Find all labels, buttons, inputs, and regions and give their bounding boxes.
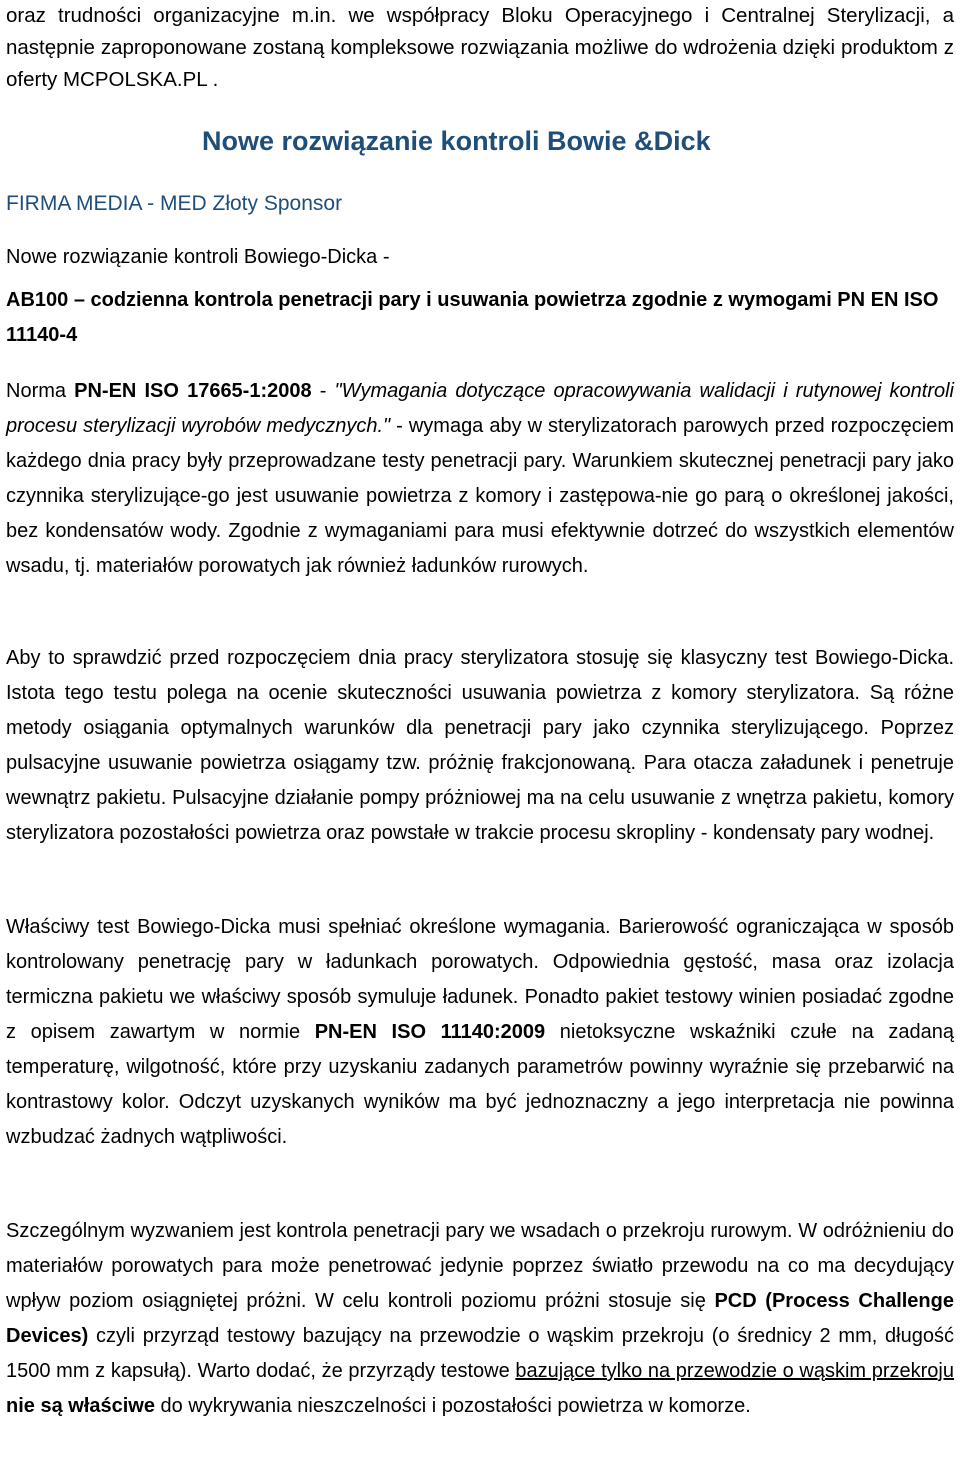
norma-prefix: Norma: [6, 380, 75, 402]
bowie-dick-paragraph: Aby to sprawdzić przed rozpoczęciem dnia pracy sterylizatora stosuję się klasyczny test Bowiego-Dicka. Istota tego testu polega na ocenie skuteczności usuwania powietrza z komory sterylizatora. Są różne metody osiągania optymalnych warunków dla penetracji pary jako czynnika sterylizującego. Poprzez pulsacyjne usuwanie powietrza osiągamy tzw. próżnię frakcjonowaną. Para otacza załadunek i penetruje wewnątrz pakietu. Pulsacyjne działanie pompy próżniowej ma na celu usuwanie z wnętrza pakietu, komory sterylizatora pozostałości powietrza oraz powstałe w trakcie procesu skropliny - kondensaty pary wodnej.: [6, 647, 954, 844]
pcd-term: PCD (Process Challenge Devices): [6, 1290, 954, 1347]
requirements-code: PN-EN ISO 11140:2009: [314, 1021, 546, 1043]
requirements-before: Właściwy test Bowiego-Dicka musi spełniać określone wymagania. Barierowość ograniczająca w sposób kontrolowany penetrację pary w ładunkach porowatych. Odpowiednia gęstość, masa oraz izolacja termiczna pakietu we właściwy sposób symuluje ładunek. Ponadto pakiet testowy winien posiadać zgodne z opisem zawartym w normie: [6, 916, 954, 1043]
section-subtitle: Nowe rozwiązanie kontroli Bowiego-Dicka -: [6, 246, 390, 268]
requirements-after: nietoksyczne wskaźniki czułe na zadaną temperaturę, wilgotność, które przy uzyskaniu zadanych parametrów powinny wyraźnie się przebarwić na kontrastowy kolor. Odczyt uzyskanych wyników ma być jednoznaczny a jego interpretacja nie powinna wzbudzać żadnych wątpliwości.: [6, 1021, 955, 1148]
norma-paragraph: [6, 374, 954, 584]
norma-rest: - wymaga aby w sterylizatorach parowych przed rozpoczęciem każdego dnia pracy były przeprowadzane testy penetracji pary. Warunkiem skutecznej penetracji pary jako czynnika sterylizujące-go jest usuwanie powietrza z komory i zastępowa-nie go parą o określonej jakości, bez kondensatów wody. Zgodnie z wymaganiami para musi efektywnie dotrzeć do wszystkich elementów wsadu, tj. materiałów porowatych jak również ładunków rurowych.: [6, 415, 954, 577]
pcd-underlined: bazujące tylko na przewodzie o wąskim przekroju: [515, 1360, 955, 1382]
norma-dash: -: [311, 380, 335, 402]
sponsor-label: FIRMA MEDIA - MED Złoty Sponsor: [6, 192, 343, 215]
ab100-heading: AB100 – codzienna kontrola penetracji pary i usuwania powietrza zgodnie z wymogami PN EN ISO 11140-4: [6, 289, 939, 346]
norma-code: PN-EN ISO 17665-1:2008: [74, 380, 312, 402]
page-title: Nowe rozwiązanie kontroli Bowie &Dick: [202, 126, 711, 156]
intro-paragraph: oraz trudności organizacyjne m.in. we współpracy Bloku Operacyjnego i Centralnej Sterylizacji, a następnie zaproponowane zostaną kompleksowe rozwiązania możliwe do wdrożenia dzięki produktom z oferty MCPOLSKA.PL .: [6, 4, 954, 91]
pcd-middle: czyli przyrząd testowy bazujący na przewodzie o wąskim przekroju (o średnicy 2 mm, długość 1500 mm z kapsułą). Warto dodać, że przyrządy testowe: [6, 1325, 954, 1382]
norma-quote: "Wymagania dotyczące opracowywania walidacji i rutynowej kontroli procesu sterylizacji wyrobów medycznych.": [6, 380, 954, 437]
pcd-paragraph: [6, 1214, 954, 1424]
pcd-bold: nie są właściwe: [6, 1395, 155, 1417]
pcd-after: do wykrywania nieszczelności i pozostałości powietrza w komorze.: [154, 1395, 751, 1417]
requirements-paragraph: [6, 910, 954, 1155]
pcd-before: Szczególnym wyzwaniem jest kontrola penetracji pary we wsadach o przekroju rurowym. W odróżnieniu do materiałów porowatych para może penetrować jedynie poprzez światło przewodu na co ma decydujący wpływ poziom osiągniętej próżni. W celu kontroli poziomu próżni stosuje się: [6, 1220, 954, 1312]
